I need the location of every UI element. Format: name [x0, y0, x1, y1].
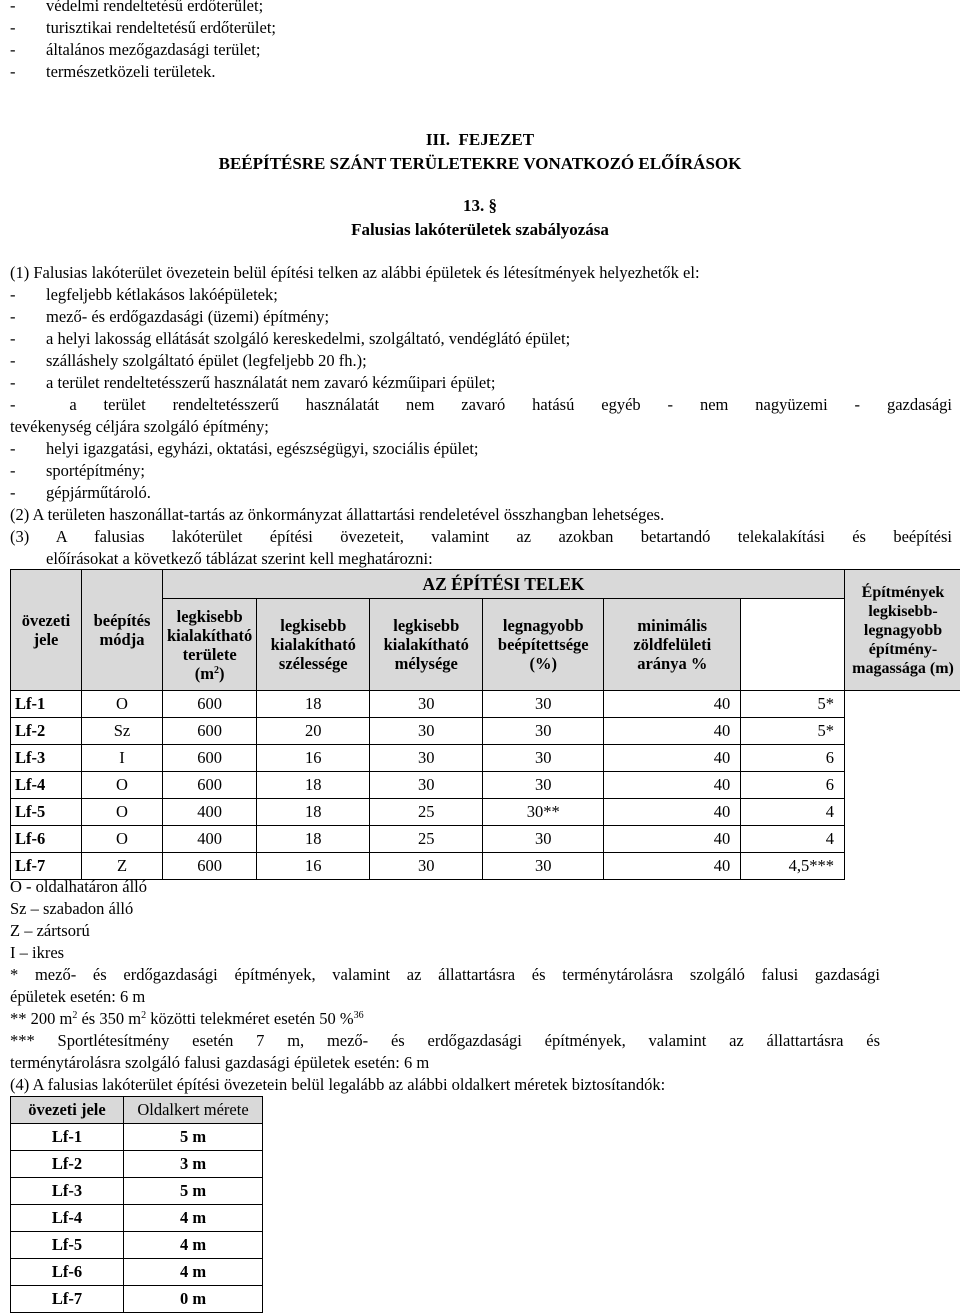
legend-item: O - oldalhatáron álló — [10, 877, 147, 896]
building-plot-table — [10, 569, 960, 880]
table-row: Lf-3 5 m — [11, 1178, 263, 1205]
table-row: Lf-6 O 400 18 25 30 40 4 — [11, 826, 960, 853]
header-zone: övezeti jele — [11, 570, 82, 691]
table-header-row — [11, 570, 960, 599]
list-item: - általános mezőgazdasági terület; — [10, 40, 261, 59]
table-row: Lf-4 4 m — [11, 1205, 263, 1232]
list-item: - mező- és erdőgazdasági (üzemi) építmény; — [10, 307, 330, 326]
table-header-row — [11, 1097, 263, 1124]
footnote-1: * mező- és erdőgazdasági építmények, valamint az állattartásra és terménytárolásra szolgáló falusi gazdasági — [10, 965, 880, 984]
footnote-2: ** 200 $m^2$ és 350 $m^2$ közötti telekméret esetén 50 %$^{36}$ — [10, 1009, 364, 1028]
footnote-1-continuation: épületek esetén: 6 m — [10, 987, 146, 1006]
table-row: Lf-2 3 m — [11, 1151, 263, 1178]
header-mode: beépítés módja — [82, 570, 163, 691]
chapter-title: BEÉPÍTÉSRE SZÁNT TERÜLETEKRE VONATKOZÓ ELŐÍRÁSOK — [218, 154, 742, 173]
list-item: - védelmi rendeltetésű erdőterület; — [10, 0, 264, 15]
header-coverage: legnagyobb beépítettsége (%) — [483, 599, 604, 691]
list-item: - helyi igazgatási, egyházi, oktatási, egészségügyi, szociális épület; — [10, 439, 479, 458]
list-item: - a terület rendeltetésszerű használatát nem zavaró kézműipari épület; — [10, 373, 496, 392]
footnote-3-continuation: terménytárolásra szolgáló falusi gazdasági épületek esetén: 6 m — [10, 1053, 430, 1072]
table-row: Lf-7 0 m — [11, 1286, 263, 1313]
header-group: AZ ÉPÍTÉSI TELEK — [163, 570, 845, 599]
table-row: Lf-5 O 400 18 25 30** 40 4 — [11, 799, 960, 826]
list-item: - szálláshely szolgáltató épület (legfeljebb 20 fh.); — [10, 351, 367, 370]
table-row: Lf-6 4 m — [11, 1259, 263, 1286]
legend-item: Z – zártsorú — [10, 921, 90, 940]
footnote-3: *** Sportlétesítmény esetén 7 m, mező- és erdőgazdasági építmények, valamint az állattartásra és — [10, 1031, 880, 1050]
section-title: Falusias lakóterületek szabályozása — [351, 220, 609, 239]
list-item: - természetközeli területek. — [10, 62, 216, 81]
section-number: 13. § — [463, 196, 497, 215]
header-zone: övezeti jele — [11, 1097, 124, 1124]
table-row: Lf-4 O 600 18 30 30 40 6 — [11, 772, 960, 799]
table-row: Lf-1 5 m — [11, 1124, 263, 1151]
paragraph-3-continuation: előírásokat a következő táblázat szerint kell meghatározni: — [46, 549, 433, 568]
legend-item: I – ikres — [10, 943, 65, 962]
list-item: - legfeljebb kétlakásos lakóépületek; — [10, 285, 278, 304]
table-row: Lf-2 Sz 600 20 30 30 40 5* — [11, 718, 960, 745]
paragraph-4: (4) A falusias lakóterület építési övezetein belül legalább az alábbi oldalkert méretek biztosítandók: — [10, 1075, 666, 1094]
legend-item: Sz – szabadon álló — [10, 899, 134, 918]
table-row: Lf-1 O 600 18 30 30 40 5* — [11, 691, 960, 718]
side-yard-table — [10, 1096, 263, 1313]
paragraph-3: (3) A falusias lakóterület építési övezeteit, valamint az azokban betartandó telekalakítási és beépítési — [10, 527, 952, 546]
table-row: Lf-5 4 m — [11, 1232, 263, 1259]
section-heading — [10, 194, 950, 242]
paragraph-2: (2) A területen haszonállat-tartás az önkormányzat állattartási rendeletével összhangban lehetséges. — [10, 505, 665, 524]
header-width: legkisebb kialakítható szélessége — [257, 599, 370, 691]
list-item-continuation: tevékenység céljára szolgáló építmény; — [10, 417, 269, 436]
header-area: legkisebb kialakítható területe $(m^2)$ — [163, 599, 257, 691]
list-item: - gépjárműtároló. — [10, 483, 151, 502]
paragraph-intro: (1) Falusias lakóterület övezetein belül építési telken az alábbi épületek és létesítmények helyezhetők el: — [10, 263, 700, 282]
header-height: Építmények legkisebb-legnagyobb építmény-magassága (m) — [845, 570, 960, 691]
paragraph-1 — [10, 262, 952, 570]
header-depth: legkisebb kialakítható mélysége — [370, 599, 483, 691]
list-item: - sportépítmény; — [10, 461, 145, 480]
footnote-reference: 36 — [353, 1010, 364, 1021]
top-list — [10, 0, 276, 83]
header-green: minimális zöldfelületi aránya % — [604, 599, 741, 691]
list-item: - a helyi lakosság ellátását szolgáló kereskedelmi, szolgáltató, vendéglátó épület; — [10, 329, 571, 348]
list-item: - turisztikai rendeltetésű erdőterület; — [10, 18, 276, 37]
chapter-heading — [10, 128, 950, 176]
legend-and-notes — [10, 876, 880, 1096]
table-row: Lf-7 Z 600 16 30 30 40 4,5*** — [11, 853, 960, 880]
table-row: Lf-3 I 600 16 30 30 40 6 — [11, 745, 960, 772]
header-side-yard: Oldalkert mérete — [124, 1097, 263, 1124]
chapter-number: III. FEJEZET — [425, 130, 535, 149]
list-item: - a terület rendeltetésszerű használatát nem zavaró hatású egyéb - nem nagyüzemi - gazdasági — [10, 395, 953, 414]
